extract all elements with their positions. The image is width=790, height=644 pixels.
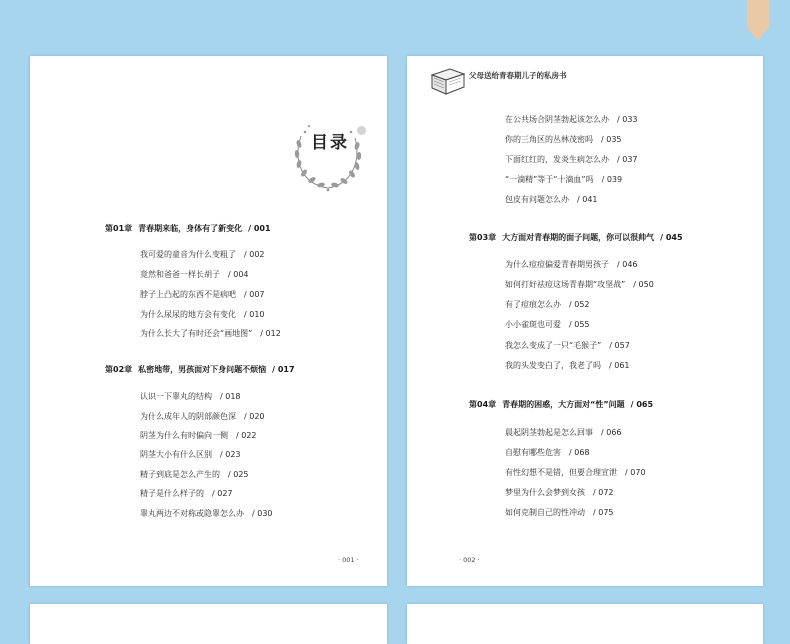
page-ref: / 050	[633, 280, 654, 289]
page-ref: / 041	[577, 195, 598, 204]
entry-title: 为什么成年人的阴部颜色深	[140, 412, 236, 421]
toc-entry[interactable]	[505, 299, 590, 310]
toc-entry[interactable]	[505, 259, 638, 270]
page-ref: / 033	[617, 115, 638, 124]
running-header: 父母送给青春期儿子的私房书	[469, 71, 567, 80]
page-ref: / 070	[625, 468, 646, 477]
toc-entry[interactable]	[505, 194, 598, 205]
bookmark-ribbon-icon	[747, 0, 769, 40]
next-page-left	[30, 604, 387, 644]
toc-entry[interactable]	[505, 154, 638, 165]
page-ref: / 030	[252, 509, 273, 518]
entry-title: 下面红红的，发炎生病怎么办	[505, 155, 609, 164]
entry-title: 竟然和爸爸一样长胡子	[140, 270, 220, 279]
page-ref: / 046	[617, 260, 638, 269]
chapter-number: 第03章	[469, 233, 497, 242]
page-ref: / 002	[244, 250, 265, 259]
toc-entry[interactable]	[140, 249, 265, 260]
entry-title: 阴茎为什么有时偏向一侧	[140, 431, 228, 440]
page-ref: / 061	[609, 361, 630, 370]
page-ref: / 017	[272, 365, 295, 374]
page-ref: / 075	[593, 508, 614, 517]
toc-entry[interactable]	[140, 309, 265, 320]
entry-title: 有性幻想不是错，但要合理宣泄	[505, 468, 617, 477]
toc-entry[interactable]	[140, 488, 233, 499]
chapter-title: 青春期的困惑，大方面对“性”问题	[502, 400, 625, 409]
page-ref: / 012	[260, 329, 281, 338]
page-number: · 002 ·	[459, 556, 480, 564]
chapter-heading[interactable]	[469, 399, 653, 410]
entry-title: “一滴精”等于“十滴血”吗	[505, 175, 594, 184]
book-icon	[429, 66, 467, 100]
page-ref: / 037	[617, 155, 638, 164]
toc-entry[interactable]	[505, 447, 590, 458]
entry-title: 精子到底是怎么产生的	[140, 470, 220, 479]
chapter-number: 第01章	[105, 224, 133, 233]
entry-title: 精子是什么样子的	[140, 489, 204, 498]
chapter-number: 第04章	[469, 400, 497, 409]
toc-entry[interactable]	[505, 467, 646, 478]
entry-title: 在公共场合阴茎勃起该怎么办	[505, 115, 609, 124]
page-ref: / 065	[630, 400, 654, 409]
page-ref: / 052	[569, 300, 590, 309]
laurel-wreath-icon	[287, 114, 369, 194]
page-ref: / 035	[601, 135, 622, 144]
decorative-dot	[357, 126, 366, 135]
page-ref: / 039	[601, 175, 623, 184]
toc-entry[interactable]	[140, 328, 281, 339]
page-ref: / 007	[244, 290, 265, 299]
entry-title: 阴茎大小有什么区别	[140, 450, 212, 459]
page-ref: / 001	[248, 224, 271, 233]
entry-title: 为什么尿尿的地方会有变化	[140, 310, 236, 319]
left-page	[30, 56, 387, 586]
entry-title: 我可爱的童音为什么变粗了	[140, 250, 236, 259]
toc-entry[interactable]	[140, 469, 249, 480]
entry-title: 认识一下睾丸的结构	[140, 392, 212, 401]
toc-entry[interactable]	[140, 289, 265, 300]
page-ref: / 010	[244, 310, 265, 319]
page-ref: / 025	[228, 470, 249, 479]
entry-title: 脖子上凸起的东西不是病吧	[140, 290, 236, 299]
page-ref: / 045	[660, 233, 683, 242]
entry-title: 我的头发变白了，我老了吗	[505, 361, 601, 370]
next-page-right	[407, 604, 763, 644]
toc-entry[interactable]	[505, 340, 630, 351]
toc-entry[interactable]	[505, 427, 622, 438]
entry-title: 为什么长大了有时还会“画地图”	[140, 329, 253, 338]
entry-title: 如何打好祛痘这场青春期“攻坚战”	[505, 280, 626, 289]
entry-title: 小小雀斑也可爱	[505, 320, 561, 329]
chapter-title: 青春期来临，身体有了新变化	[138, 224, 243, 233]
page-ref: / 023	[220, 450, 241, 459]
toc-entry[interactable]	[505, 319, 590, 330]
right-page	[407, 56, 763, 586]
toc-entry[interactable]	[505, 134, 622, 145]
entry-title: 晨起阴茎勃起是怎么回事	[505, 428, 593, 437]
entry-title: 梦里为什么会梦到女孩	[505, 488, 585, 497]
chapter-number: 第02章	[105, 365, 133, 374]
page-ref: / 020	[244, 412, 265, 421]
entry-title: 为什么痘痘偏爱青春期男孩子	[505, 260, 609, 269]
toc-entry[interactable]	[505, 279, 654, 290]
chapter-heading[interactable]	[105, 223, 271, 234]
entry-title: 你的三角区的丛林茂密吗	[505, 135, 593, 144]
entry-title: 如何克制自己的性冲动	[505, 508, 585, 517]
toc-entry[interactable]	[140, 391, 241, 402]
toc-entry[interactable]	[505, 507, 614, 518]
toc-entry[interactable]	[140, 269, 249, 280]
toc-entry[interactable]	[505, 487, 614, 498]
chapter-heading[interactable]	[469, 232, 683, 243]
page-number: · 001 ·	[338, 556, 359, 564]
chapter-heading[interactable]	[105, 364, 295, 375]
page-ref: / 004	[228, 270, 249, 279]
toc-entry[interactable]	[505, 174, 622, 185]
page-ref: / 055	[569, 320, 590, 329]
page-ref: / 068	[569, 448, 590, 457]
page-ref: / 018	[220, 392, 241, 401]
page-ref: / 027	[212, 489, 233, 498]
entry-title: 我怎么变成了一只“毛猴子”	[505, 341, 602, 350]
toc-entry[interactable]	[140, 430, 257, 441]
entry-title: 有了痘痕怎么办	[505, 300, 561, 309]
page-ref: / 022	[236, 431, 257, 440]
page-ref: / 066	[601, 428, 622, 437]
toc-entry[interactable]	[140, 411, 265, 422]
toc-title: 目录	[311, 133, 349, 153]
toc-entry[interactable]	[140, 449, 241, 460]
page-ref: / 072	[593, 488, 614, 497]
page-ref: / 057	[609, 341, 630, 350]
entry-title: 包皮有问题怎么办	[505, 195, 569, 204]
toc-entry[interactable]	[140, 508, 273, 519]
chapter-title: 大方面对青春期的面子问题，你可以很帅气	[502, 233, 655, 242]
toc-entry[interactable]	[505, 114, 638, 125]
chapter-title: 私密地带，男孩面对下身问题不烦恼	[138, 365, 267, 374]
toc-entry[interactable]	[505, 360, 630, 371]
entry-title: 睾丸两边不对称或隐睾怎么办	[140, 509, 244, 518]
entry-title: 自慰有哪些危害	[505, 448, 561, 457]
